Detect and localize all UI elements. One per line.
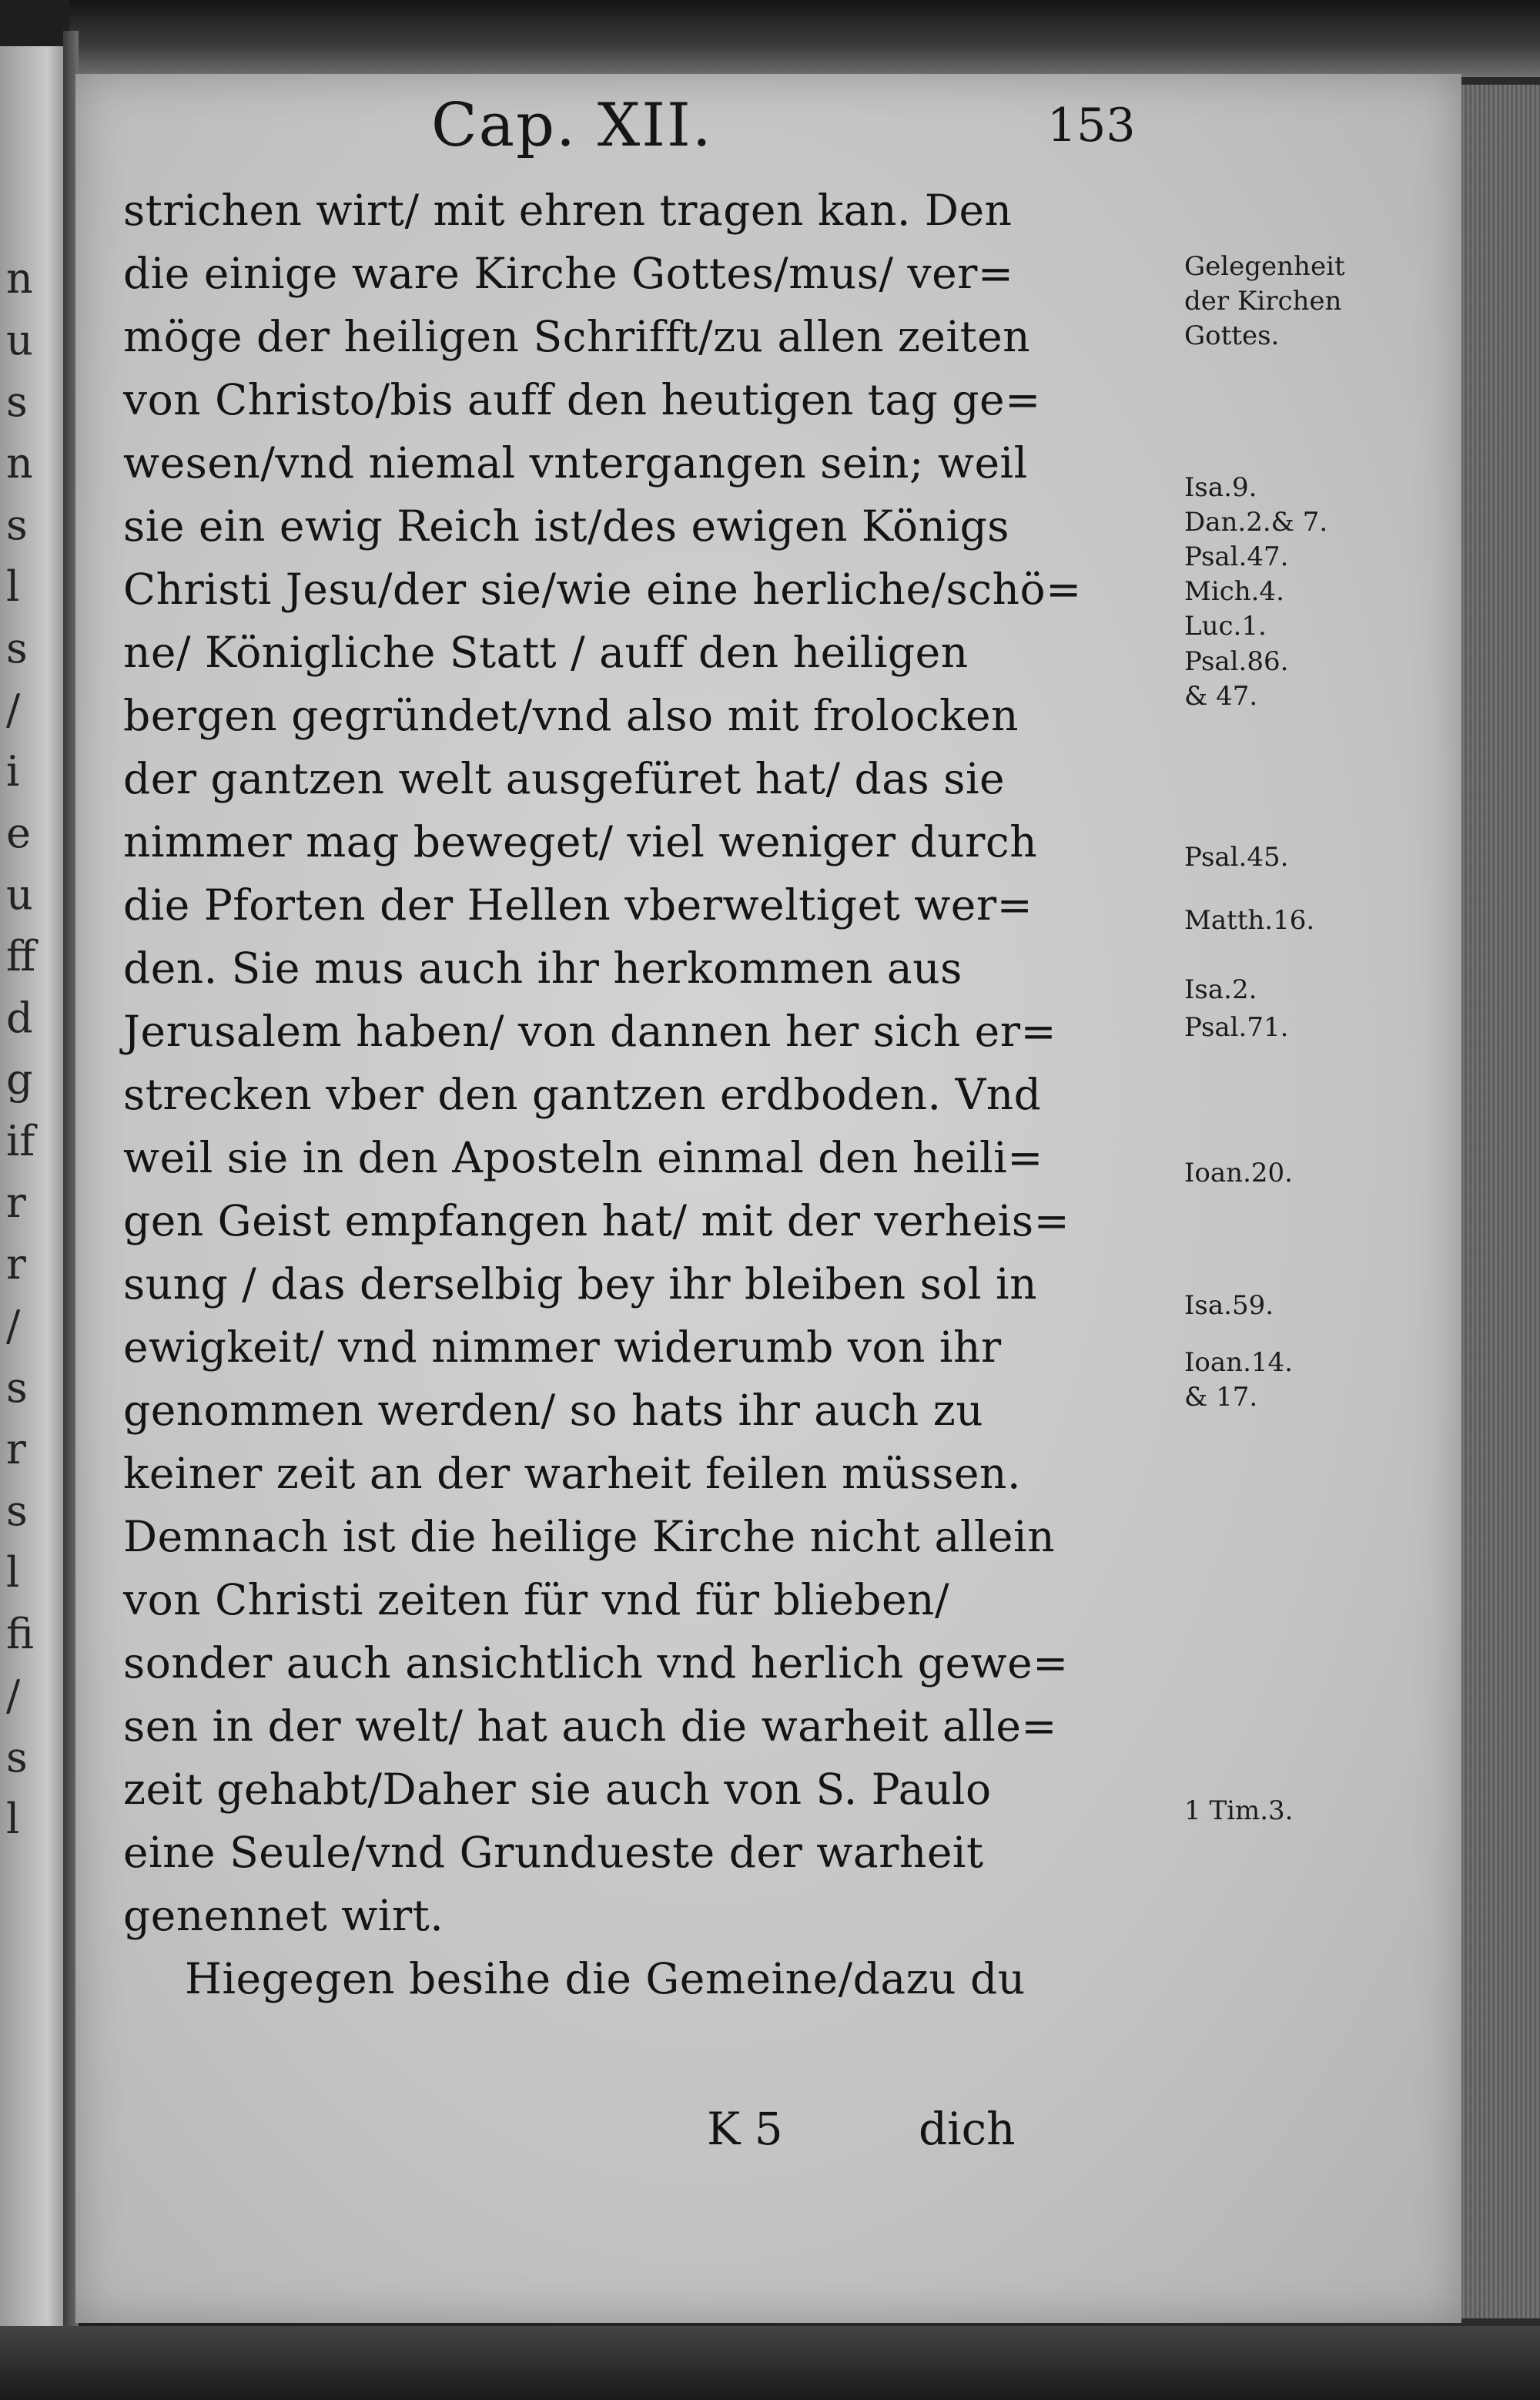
text-line: nimmer mag beweget/ viel weniger durch [123, 817, 1038, 866]
text-line: sie ein ewig Reich ist/des ewigen Königs [123, 501, 1010, 551]
text-line: von Christo/bis auff den heutigen tag ge= [123, 375, 1041, 424]
previous-page-fragment: r [6, 1425, 26, 1473]
text-line: die Pforten der Hellen vberweltiget wer= [123, 880, 1033, 930]
margin-note: Matth.16. [1184, 904, 1315, 936]
margin-note: Mich.4. [1184, 576, 1284, 608]
margin-note: Isa.9. [1184, 472, 1257, 503]
previous-page-fragment: n [6, 439, 33, 488]
previous-page-fragment: g [6, 1055, 33, 1104]
text-line: Demnach ist die heilige Kirche nicht allein [123, 1512, 1056, 1561]
text-line: genennet wirt. [123, 1891, 444, 1940]
text-line: von Christi zeiten für vnd für blieben/ [123, 1575, 949, 1624]
previous-page-fragment: u [6, 870, 33, 919]
text-line: wesen/vnd niemal vntergangen sein; weil [123, 438, 1028, 488]
bottom-edge [0, 2326, 1540, 2400]
text-line: der gantzen welt ausgefüret hat/ das sie [123, 754, 1006, 803]
margin-note: Psal.45. [1184, 841, 1289, 873]
text-line: Christi Jesu/der sie/wie eine herliche/schö= [123, 565, 1082, 614]
previous-page-fragment: s [6, 624, 28, 672]
margin-note: Psal.86. [1184, 645, 1289, 677]
margin-note: & 17. [1184, 1381, 1258, 1413]
text-line: zeit gehabt/Daher sie auch von S. Paulo [123, 1765, 992, 1814]
text-line: strecken vber den gantzen erdboden. Vnd [123, 1070, 1042, 1119]
text-line: ewigkeit/ vnd nimmer widerumb von ihr [123, 1322, 1002, 1372]
margin-note: Gelegenheit [1184, 251, 1345, 282]
chapter-title: Cap. XII. [431, 91, 713, 160]
text-line: bergen gegründet/vnd also mit frolocken [123, 691, 1019, 740]
margin-note: Ioan.14. [1184, 1346, 1293, 1378]
footer-line [707, 2103, 1061, 2172]
previous-page-fragment: l [6, 1795, 20, 1843]
previous-page-fragment: r [6, 1240, 26, 1289]
margin-note: Psal.47. [1184, 541, 1289, 573]
previous-page-fragment: d [6, 994, 33, 1042]
catchword: dich [919, 2103, 1016, 2155]
text-line: den. Sie mus auch ihr herkommen aus [123, 944, 962, 993]
margin-note: Dan.2.& 7. [1184, 507, 1328, 538]
previous-page-fragment: l [6, 1548, 20, 1597]
text-line: strichen wirt/ mit ehren tragen kan. Den [123, 186, 1013, 235]
previous-page-fragment: s [6, 1487, 28, 1535]
text-line: gen Geist empfangen hat/ mit der verheis= [123, 1196, 1070, 1245]
margin-note: 1 Tim.3. [1184, 1795, 1294, 1826]
previous-page-fragment: / [6, 1671, 21, 1720]
text-line: möge der heiligen Schrifft/zu allen zeiten [123, 312, 1031, 361]
text-line: sonder auch ansichtlich vnd herlich gewe= [123, 1638, 1069, 1688]
margin-note: Isa.59. [1184, 1289, 1274, 1321]
previous-page-fragment: l [6, 562, 20, 611]
previous-page-fragment: i [6, 747, 20, 796]
signature-mark: K 5 [707, 2103, 783, 2155]
text-line: ne/ Königliche Statt / auff den heiligen [123, 628, 969, 677]
previous-page-fragment: e [6, 809, 31, 857]
margin-note: & 47. [1184, 680, 1258, 712]
previous-page-fragment: s [6, 501, 28, 549]
previous-page-fragment: / [6, 1302, 21, 1350]
margin-note: Luc.1. [1184, 611, 1267, 642]
text-line: genommen werden/ so hats ihr auch zu [123, 1386, 984, 1435]
text-line: Hiegegen besihe die Gemeine/dazu du [185, 1954, 1026, 2003]
text-line: sen in der welt/ hat auch die warheit alle= [123, 1701, 1057, 1751]
text-line: eine Seule/vnd Grundueste der warheit [123, 1828, 984, 1877]
previous-page-fragment: ff [6, 932, 36, 980]
top-binding-edge [69, 0, 1540, 77]
running-head [431, 91, 1186, 168]
previous-page-fragment: fi [6, 1610, 35, 1658]
text-line: weil sie in den Aposteln einmal den heili= [123, 1133, 1043, 1182]
margin-note: der Kirchen [1184, 286, 1342, 317]
margin-note: Isa.2. [1184, 974, 1257, 1005]
previous-page-fragment: u [6, 316, 33, 364]
previous-page-fragment: s [6, 1733, 28, 1782]
previous-page-fragment: if [6, 1117, 35, 1165]
text-line: die einige ware Kirche Gottes/mus/ ver= [123, 249, 1014, 298]
margin-note: Psal.71. [1184, 1012, 1289, 1044]
text-line: sung / das derselbig bey ihr bleiben sol in [123, 1259, 1038, 1309]
previous-page-fragment: s [6, 377, 28, 426]
previous-page-fragment: s [6, 1363, 28, 1412]
previous-page-fragment: r [6, 1178, 26, 1227]
text-line: keiner zeit an der warheit feilen müssen. [123, 1449, 1021, 1498]
page-number: 153 [1047, 99, 1136, 153]
previous-page-sliver [0, 46, 68, 2326]
margin-note: Ioan.20. [1184, 1157, 1293, 1188]
previous-page-fragment: / [6, 685, 21, 734]
margin-note: Gottes. [1184, 320, 1280, 352]
previous-page-fragment: n [6, 254, 33, 303]
text-line: Jerusalem haben/ von dannen her sich er= [123, 1007, 1057, 1056]
